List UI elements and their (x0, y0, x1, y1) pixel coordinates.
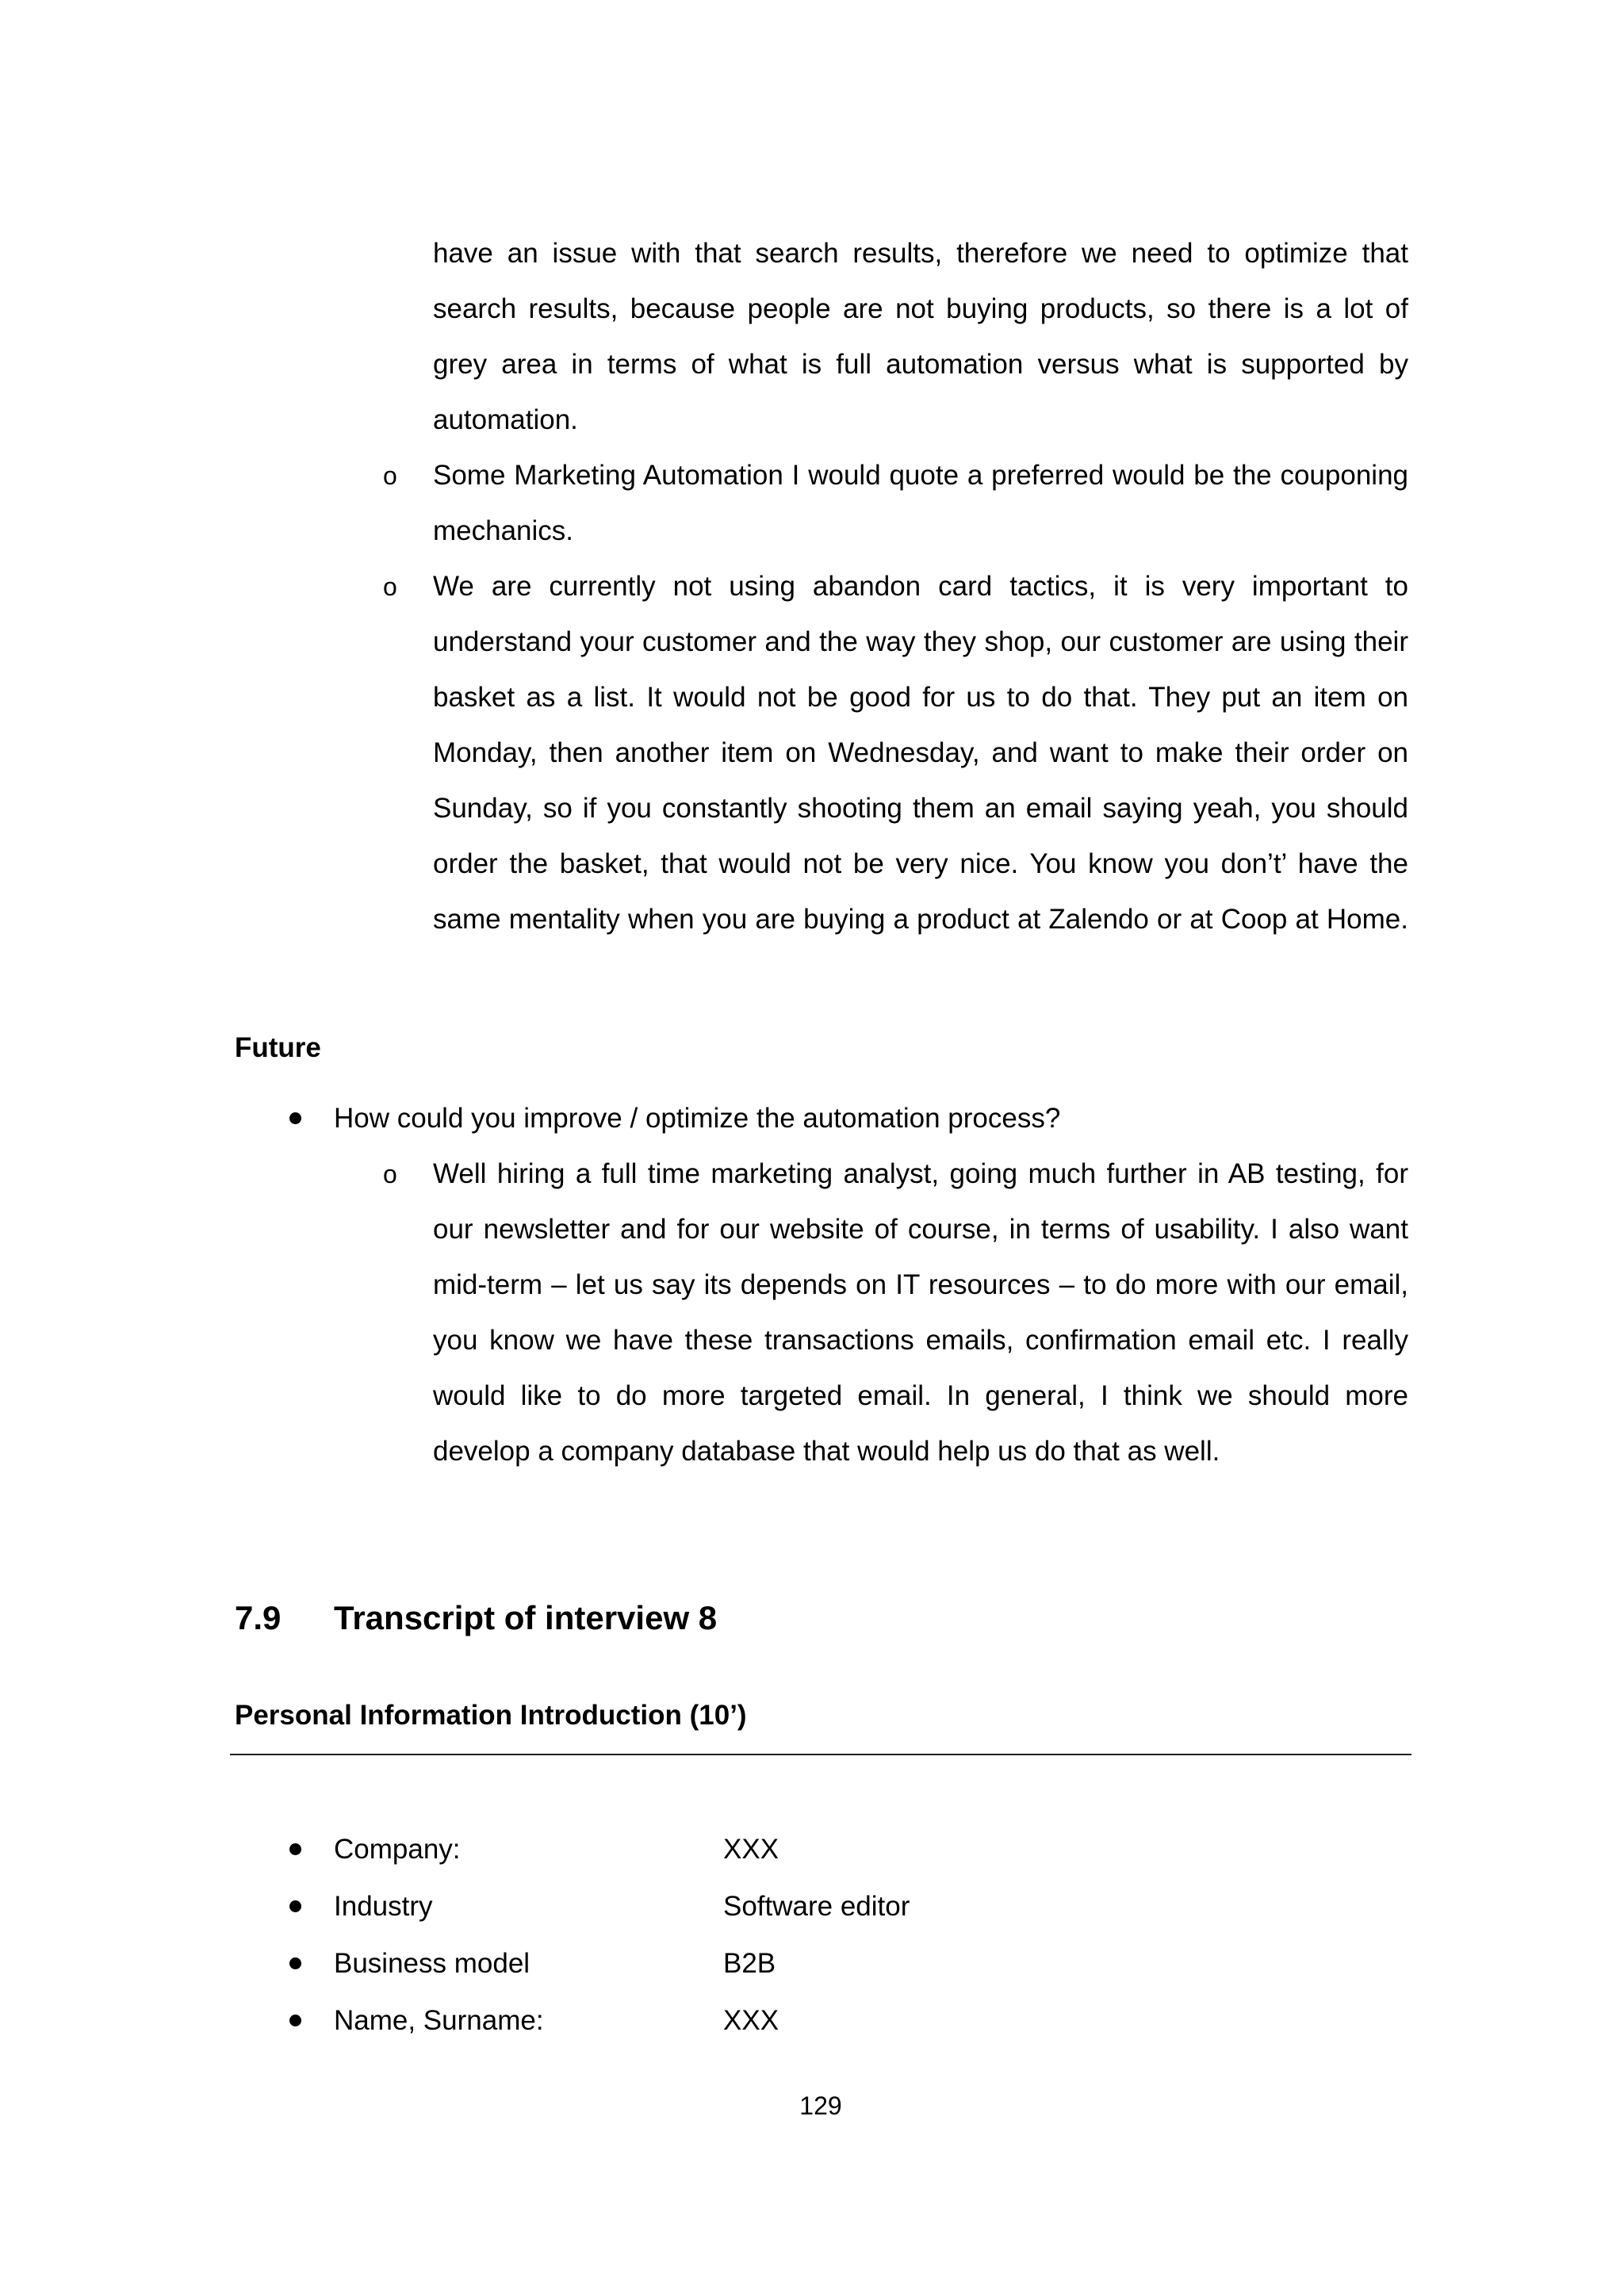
info-value: Software editor (723, 1891, 910, 1922)
info-label: Business model (334, 1948, 530, 1979)
sub-bullet-marker: o (383, 461, 397, 490)
sub-bullet-marker: o (383, 572, 397, 601)
sub-bullet-marker: o (383, 1160, 397, 1188)
info-label: Company: (334, 1834, 461, 1865)
future-question: How could you improve / optimize the automation process? (334, 1103, 1061, 1134)
info-label: Name, Surname: (334, 2005, 544, 2036)
future-answer: Well hiring a full time marketing analyst, going much further in AB testing, for our newsletter and for our website of course, in terms of usability. I also want mid-term – let us say its depends on IT resources – to do more with our email, you know we have these transactions emails, confirmation email etc. I really would like to do more targeted email. In general, I think we should more develop a company database that would help us do that as well. (433, 1158, 1408, 1467)
divider-rule (230, 1754, 1411, 1755)
sub-bullet-text: We are currently not using abandon card tactics, it is very important to understand your customer and the way they shop, our customer are using their basket as a list. It would not be good for us to do that. They put an item on Monday, then another item on Wednesday, and want to make their order on Sunday, so if you constantly shooting them an email saying yeah, you should order the basket, that would not be very nice. You know you don’t’ have the same mentality when you are buying a product at Zalendo or at Coop at Home. (433, 571, 1408, 935)
info-value: XXX (723, 2005, 779, 2036)
bullet-dot (289, 1957, 301, 1969)
page-number: 129 (799, 2091, 842, 2120)
bullet-dot (289, 1112, 301, 1124)
bullet-dot (289, 1900, 301, 1912)
sub-bullet-text: Some Marketing Automation I would quote a preferred would be the couponing mechanics. (433, 460, 1408, 546)
section-title: Transcript of interview 8 (334, 1599, 718, 1636)
info-label: Industry (334, 1891, 433, 1922)
continuation-paragraph: have an issue with that search results, therefore we need to optimize that search results, because people are not buying products, so there is a lot of grey area in terms of what is full automation versus what is supported by automation. (433, 238, 1408, 435)
info-value: XXX (723, 1834, 779, 1865)
personal-info-heading: Personal Information Introduction (10’) (235, 1700, 747, 1731)
future-heading: Future (235, 1032, 321, 1063)
info-value: B2B (723, 1948, 776, 1979)
bullet-dot (289, 1843, 301, 1855)
section-number: 7.9 (235, 1599, 282, 1636)
bullet-dot (289, 2015, 301, 2026)
